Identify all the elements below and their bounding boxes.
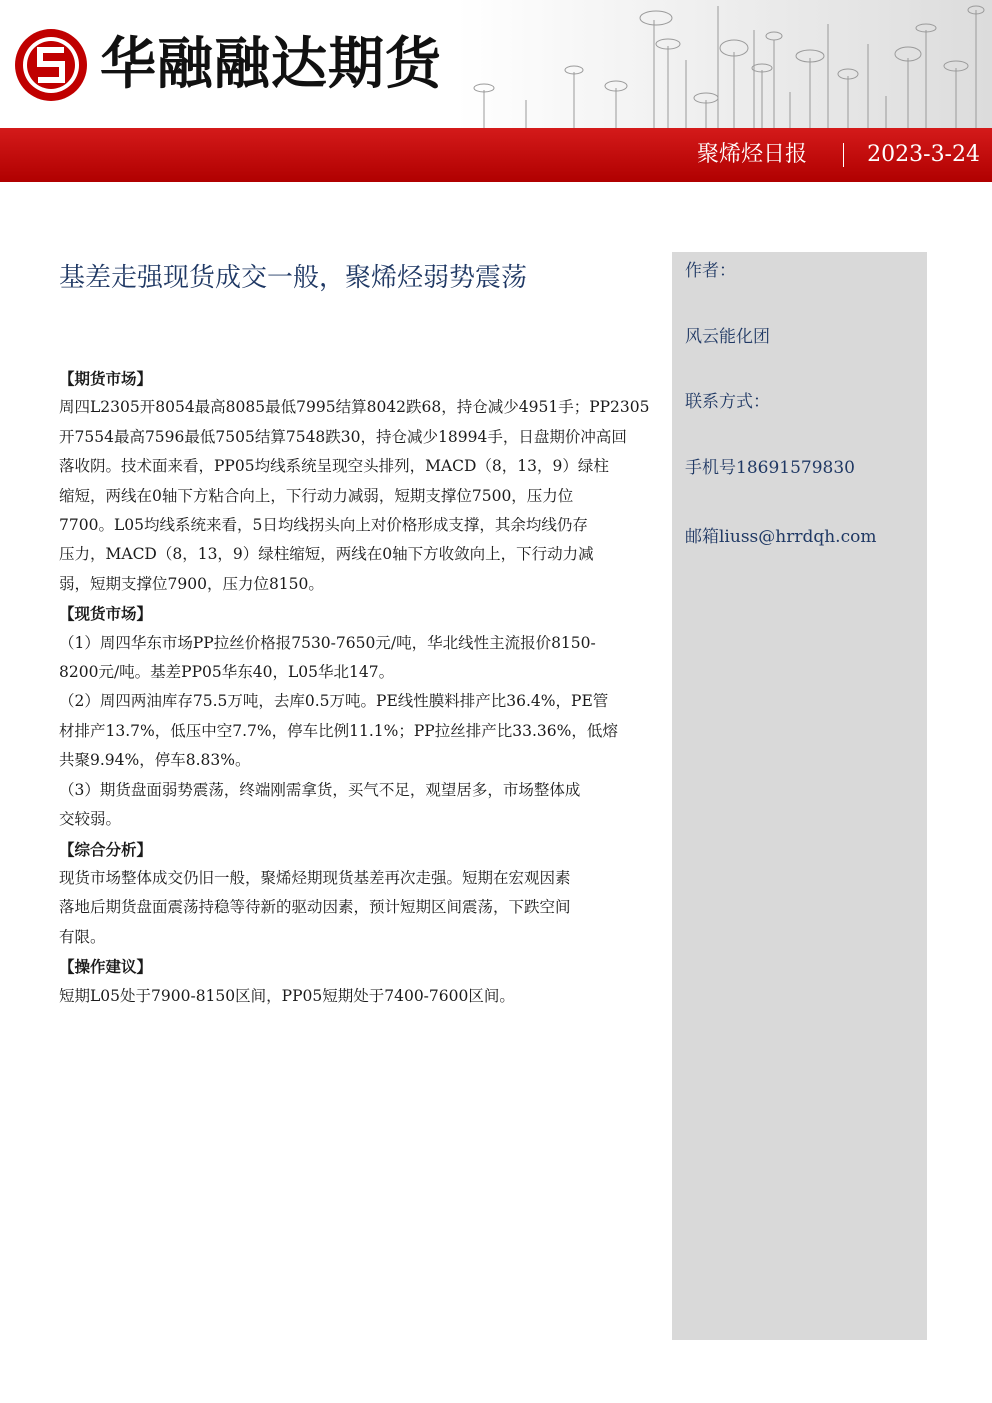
author-name: 风云能化团	[685, 327, 770, 347]
report-type: 聚烯烃日报	[696, 142, 807, 167]
paragraph-line: 压力，MACD（8，13，9）绿柱缩短，两线在0轴下方收敛向上，下行动力减	[59, 545, 594, 564]
report-title: 基差走强现货成交一般，聚烯烃弱势震荡	[59, 263, 528, 293]
paragraph-line: 共聚9.94%，停车8.83%。	[59, 751, 251, 770]
section-heading: 【期货市场】	[59, 369, 153, 388]
phone-number: 手机号18691579830	[685, 458, 855, 478]
section-heading: 【综合分析】	[59, 839, 153, 859]
report-header	[0, 0, 992, 182]
decorative-pins-graphic	[456, 0, 992, 128]
company-logo-icon	[12, 26, 90, 104]
paragraph-line: 材排产13.7%，低压中空7.7%，停车比例11.1%；PP拉丝排产比33.36%，低熔	[59, 721, 618, 740]
paragraph-line: （3）期货盘面弱势震荡，终端刚需拿货，买气不足，观望居多，市场整体成	[59, 780, 581, 799]
author-sidebar	[672, 252, 927, 1340]
company-name: 华融融达期货	[100, 32, 442, 97]
email-address: 邮箱liuss@hrrdqh.com	[685, 527, 877, 547]
header-separator	[843, 143, 844, 167]
paragraph-line: 交较弱。	[59, 810, 122, 829]
paragraph-line: 弱，短期支撑位7900，压力位8150。	[59, 574, 324, 593]
author-label: 作者：	[685, 261, 736, 281]
paragraph-line: 短期L05处于7900-8150区间，PP05短期处于7400-7600区间。	[59, 986, 515, 1005]
section-heading: 【现货市场】	[59, 604, 153, 624]
paragraph-line: 7700。L05均线系统来看，5日均线拐头向上对价格形成支撑，其余均线仍存	[59, 516, 588, 535]
paragraph-line: 现货市场整体成交仍旧一般，聚烯烃期现货基差再次走强。短期在宏观因素	[59, 868, 571, 887]
paragraph-line: 有限。	[59, 927, 106, 946]
paragraph-line: 落地后期货盘面震荡持稳等待新的驱动因素，预计短期区间震荡，下跌空间	[59, 898, 571, 917]
report-date: 2023-3-24	[867, 142, 980, 167]
paragraph-line: 8200元/吨。基差PP05华东40，L05华北147。	[59, 663, 395, 682]
paragraph-line: （1）周四华东市场PP拉丝价格报7530-7650元/吨，华北线性主流报价8150-	[59, 633, 596, 652]
section-heading: 【操作建议】	[59, 957, 153, 977]
paragraph-line: 开7554最高7596最低7505结算7548跌30，持仓减少18994手，日盘期价冲高回	[59, 427, 627, 446]
contact-label: 联系方式：	[685, 392, 770, 412]
paragraph-line: 缩短，两线在0轴下方粘合向上，下行动力减弱，短期支撑位7500，压力位	[59, 486, 574, 505]
article-body	[59, 364, 650, 1011]
paragraph-line: （2）周四两油库存75.5万吨，去库0.5万吨。PE线性膜料排产比36.4%，PE管	[59, 692, 609, 711]
paragraph-line: 落收阴。技术面来看，PP05均线系统呈现空头排列，MACD（8，13，9）绿柱	[59, 457, 609, 476]
paragraph-line: 周四L2305开8054最高8085最低7995结算8042跌68，持仓减少4951手；PP2305	[59, 398, 650, 417]
